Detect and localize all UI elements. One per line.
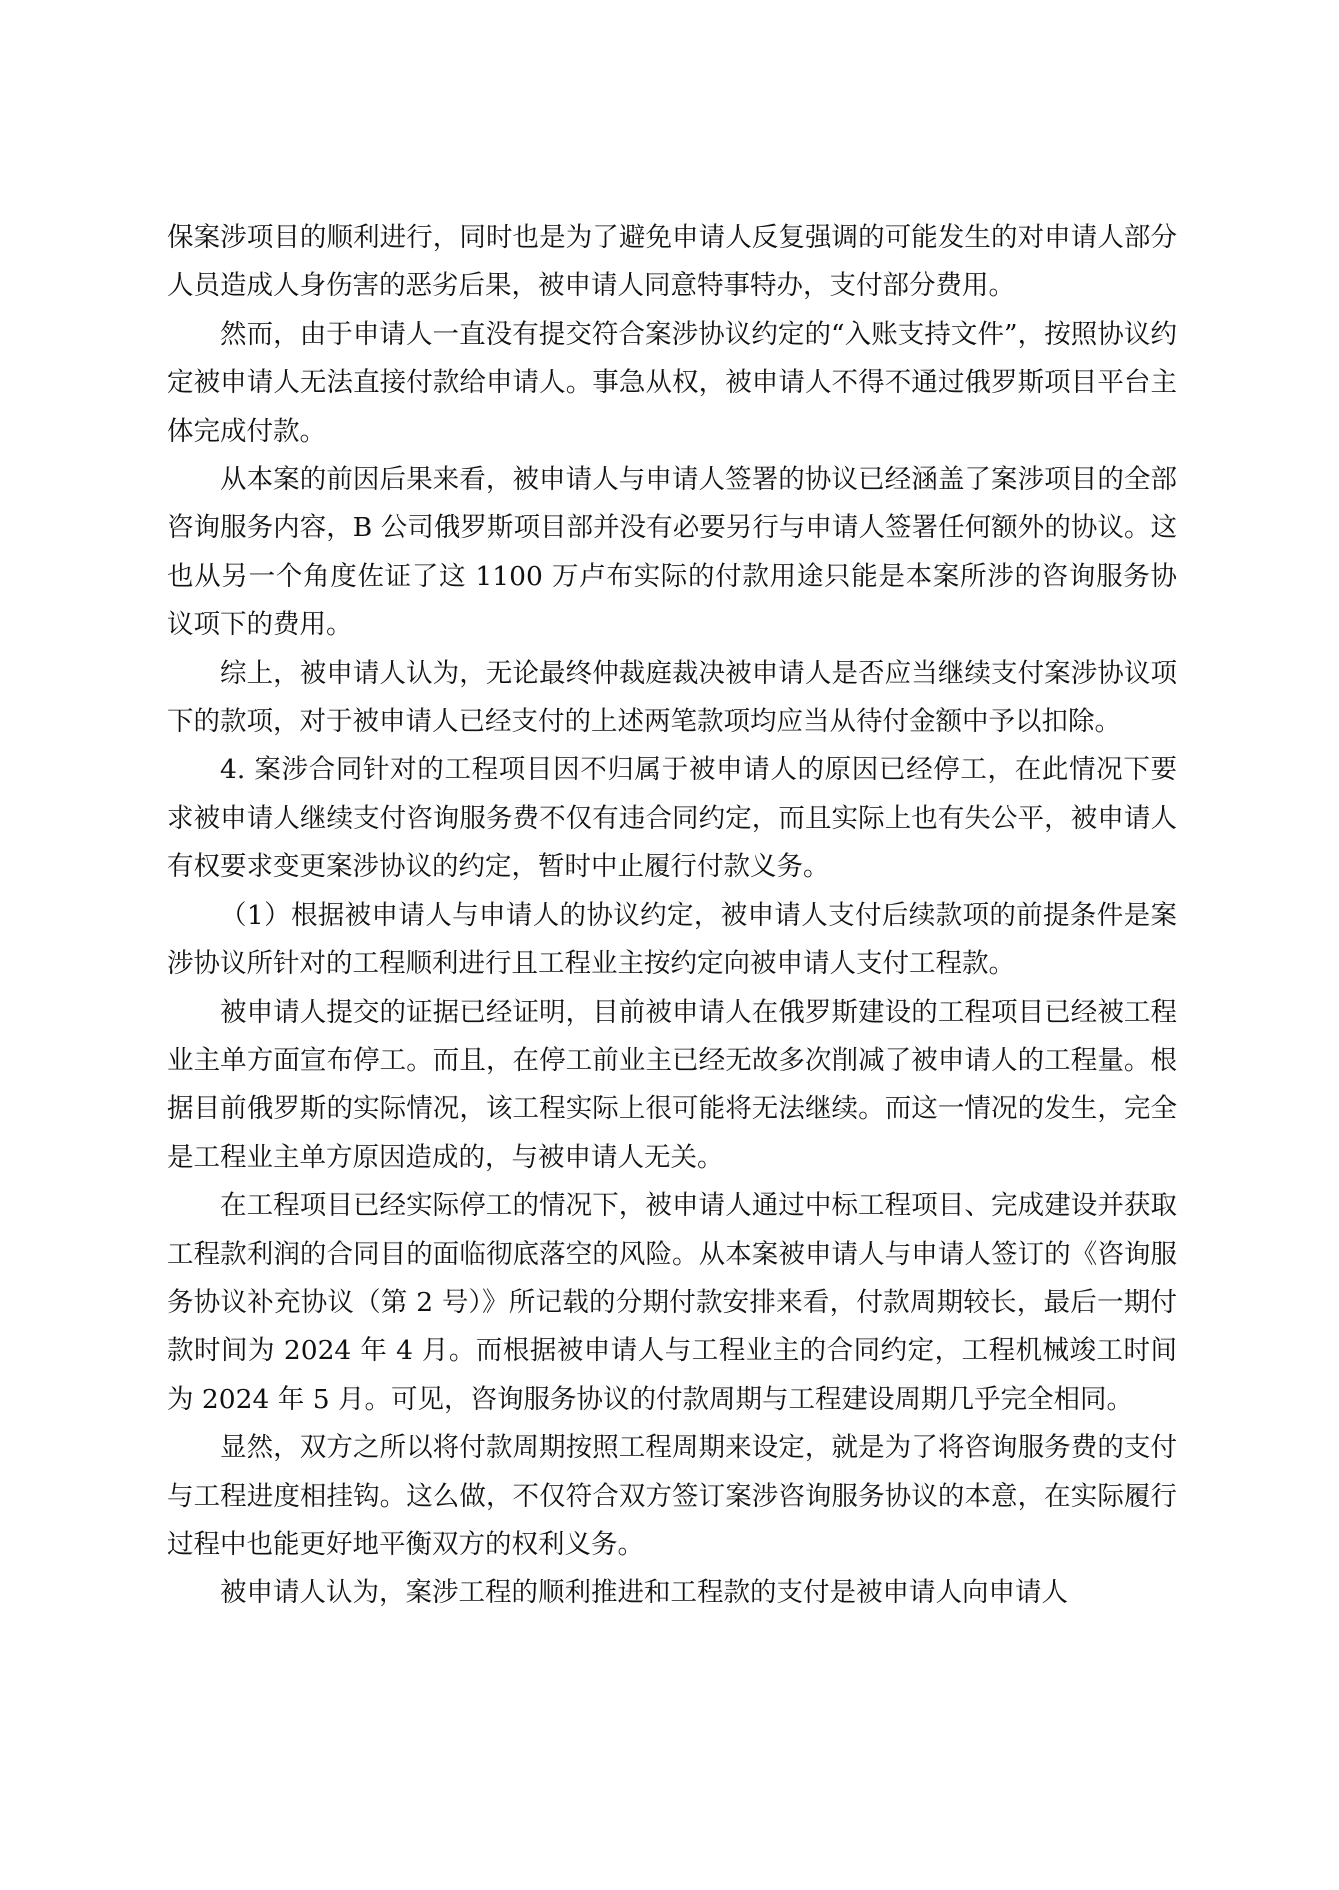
paragraph: 显然，双方之所以将付款周期按照工程周期来设定，就是为了将咨询服务费的支付与工程进度相挂钩。这么做，不仅符合双方签订案涉咨询服务协议的本意，在实际履行过程中也能更好地平衡双方的权利义务。 [167,1432,1177,1560]
paragraph-continued: 保案涉项目的顺利进行，同时也是为了避免申请人反复强调的可能发生的对申请人部分人员造成人身伤害的恶劣后果，被申请人同意特事特办，支付部分费用。 [167,222,1177,302]
paragraph-point-4: 4. 案涉合同针对的工程项目因不归属于被申请人的原因已经停工，在此情况下要求被申请人继续支付咨询服务费不仅有违合同约定，而且实际上也有失公平，被申请人有权要求变更案涉协议的约定，暂时中止履行付款义务。 [167,754,1177,883]
body-text [167,214,1177,1618]
paragraph: 从本案的前因后果来看，被申请人与申请人签署的协议已经涵盖了案涉项目的全部咨询服务内容，B 公司俄罗斯项目部并没有必要另行与申请人签署任何额外的协议。这也从另一个角度佐证了这 1100 万卢布实际的付款用途只能是本案所涉的咨询服务协议项下的费用。 [167,464,1177,641]
paragraph: 然而，由于申请人一直没有提交符合案涉协议约定的“入账支持文件”，按照协议约定被申请人无法直接付款给申请人。事急从权，被申请人不得不通过俄罗斯项目平台主体完成付款。 [167,318,1177,447]
paragraph: 综上，被申请人认为，无论最终仲裁庭裁决被申请人是否应当继续支付案涉协议项下的款项，对于被申请人已经支付的上述两笔款项均应当从待付金额中予以扣除。 [167,657,1177,738]
paragraph: 被申请人提交的证据已经证明，目前被申请人在俄罗斯建设的工程项目已经被工程业主单方面宣布停工。而且，在停工前业主已经无故多次削减了被申请人的工程量。根据目前俄罗斯的实际情况，该工程实际上很可能将无法继续。而这一情况的发生，完全是工程业主单方原因造成的，与被申请人无关。 [167,996,1177,1173]
paragraph: 在工程项目已经实际停工的情况下，被申请人通过中标工程项目、完成建设并获取工程款利润的合同目的面临彻底落空的风险。从本案被申请人与申请人签订的《咨询服务协议补充协议（第 2 号）》所记载的分期付款安排来看，付款周期较长，最后一期付款时间为 2024 年 4 月。而根据被申请人与工程业主的合同约定，工程机械竣工时间为 2024 年 5 月。可见，咨询服务协议的付款周期与工程建设周期几乎完全相同。 [167,1190,1177,1415]
paragraph-subpoint-1: （1）根据被申请人与申请人的协议约定，被申请人支付后续款项的前提条件是案涉协议所针对的工程顺利进行且工程业主按约定向被申请人支付工程款。 [167,899,1177,980]
paragraph-truncated: 被申请人认为，案涉工程的顺利推进和工程款的支付是被申请人向申请人 [220,1577,1068,1609]
